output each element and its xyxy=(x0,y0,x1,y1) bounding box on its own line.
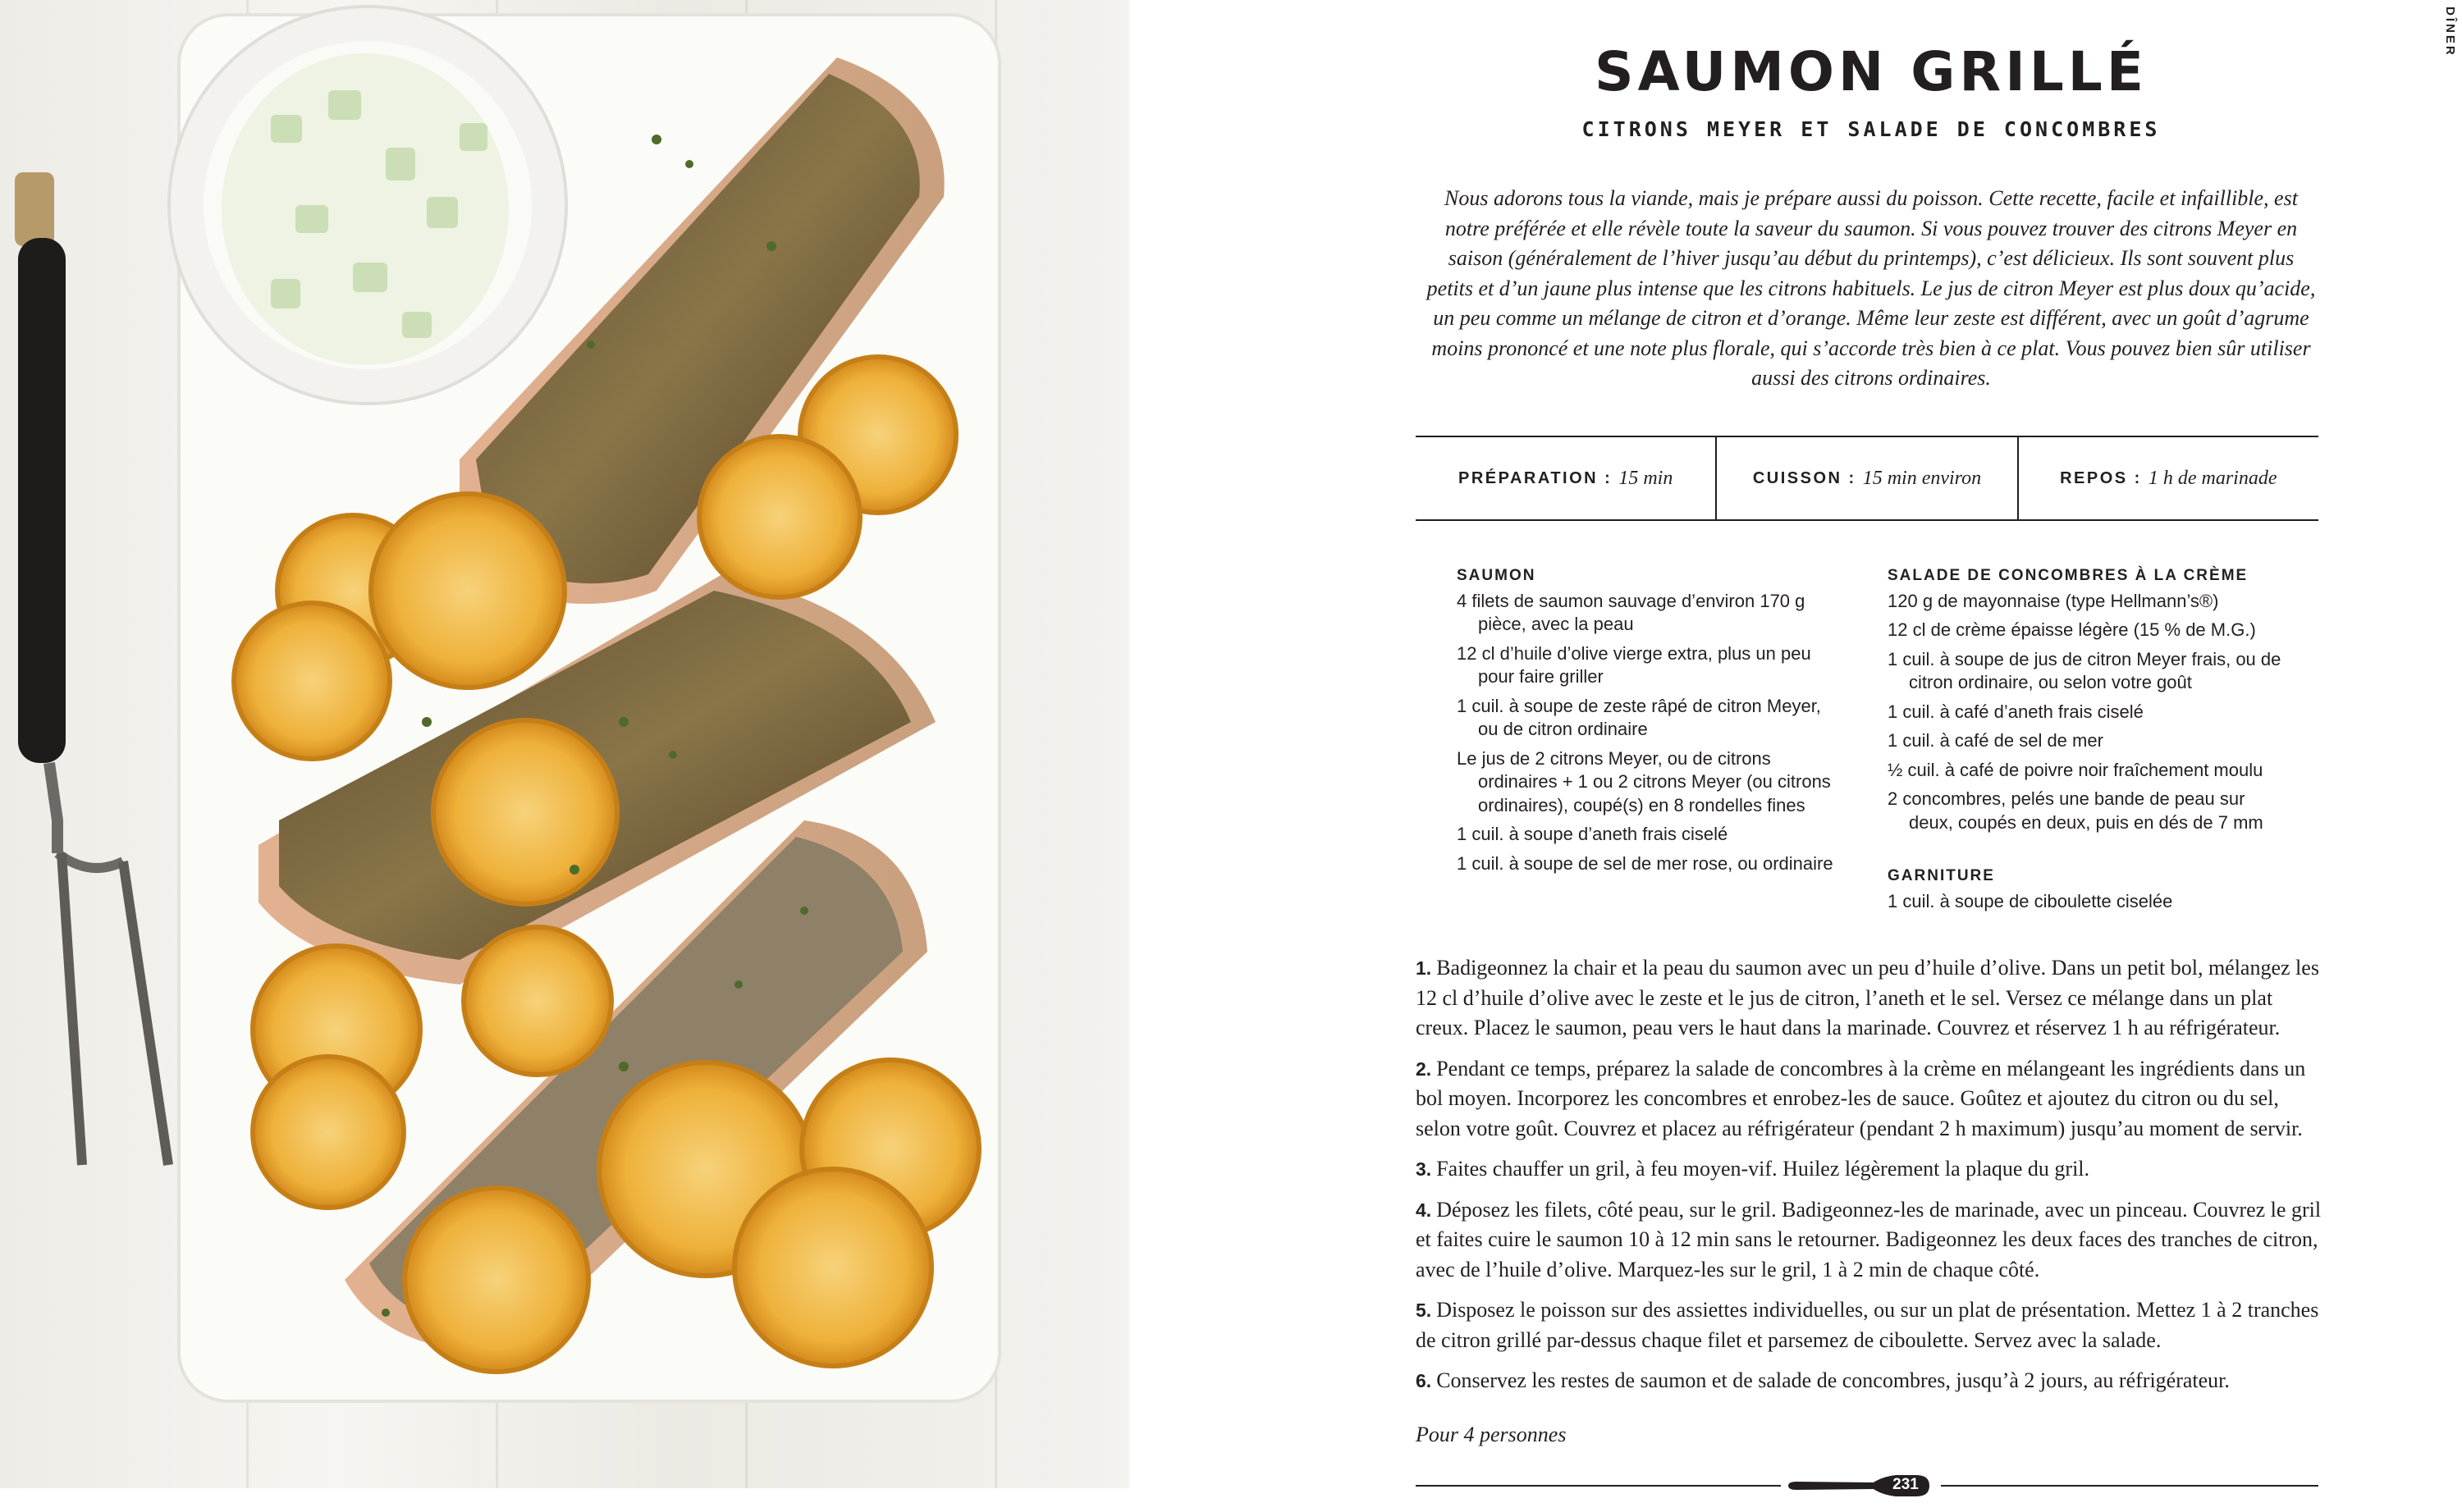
section-label: DÎNER xyxy=(2443,7,2457,57)
ingredient-item: 12 cl d’huile d’olive vierge extra, plus un peu pour faire griller xyxy=(1457,642,1811,687)
ingredients-salad xyxy=(1888,564,2294,919)
ingredient-item: 1 cuil. à soupe de jus de citron Meyer frais, ou de citron ordinaire, ou selon votre goût xyxy=(1888,648,2281,692)
ingredient-item: Le jus de 2 citrons Meyer, ou de citrons ordinaires + 1 ou 2 citrons Meyer (ou citrons ordinaires), coupé(s) en 8 rondelles fines xyxy=(1457,747,1831,815)
step-number: 6. xyxy=(1416,1370,1432,1391)
step-text: Badigeonnez la chair et la peau du saumon avec un peu d’huile d’olive. Dans un petit bol, mélangez les 12 cl d’huile d’olive avec le zeste et le jus de citron, l’aneth et le sel. Versez ce mélange dans un plat creux. Placez le saumon, peau vers le haut dans la marinade. Couvrez et réservez 1 h au réfrigérateur. xyxy=(1416,956,2319,1039)
step-6 xyxy=(1416,1366,2327,1396)
step-2 xyxy=(1416,1054,2327,1144)
recipe-yield: Pour 4 personnes xyxy=(1416,1423,1567,1446)
time-preparation-value: 15 min xyxy=(1618,467,1673,489)
time-preparation xyxy=(1416,437,1715,519)
ingredient-item: ½ cuil. à café de poivre noir fraîchement moulu xyxy=(1888,759,2263,780)
footer-rule-right xyxy=(1941,1485,2318,1487)
step-text: Pendant ce temps, préparez la salade de concombres à la crème en mélangeant les ingrédients dans un bol moyen. Incorporez les concombres et enrobez-les de sauce. Goûtez et ajoutez du citron ou du sel, selon votre goût. Couvrez et placez au réfrigérateur (pendant 2 h maximum) jusqu’au moment de servir. xyxy=(1416,1056,2306,1140)
ingredient-item: 1 cuil. à soupe de zeste râpé de citron Meyer, ou de citron ordinaire xyxy=(1457,695,1821,739)
ingredients-salmon xyxy=(1457,564,1842,881)
spacer xyxy=(1888,840,2294,865)
step-text: Disposez le poisson sur des assiettes individuelles, ou sur un plat de présentation. Mettez 1 à 2 tranches de citron grillé par-dessus chaque filet et parsemez de ciboulette. Servez avec la salade. xyxy=(1416,1298,2319,1352)
cucumber-salad-bowl xyxy=(169,7,566,404)
ingredients-garnish-list xyxy=(1888,890,2294,914)
carving-fork xyxy=(15,172,168,1165)
time-rest-label: REPOS : xyxy=(2060,468,2142,487)
ingredient-item: 1 cuil. à soupe de sel de mer rose, ou ordinaire xyxy=(1457,852,1833,874)
step-number: 1. xyxy=(1416,957,1432,979)
time-rest xyxy=(2017,437,2318,519)
step-3 xyxy=(1416,1154,2327,1185)
step-number: 2. xyxy=(1416,1057,1432,1080)
step-5 xyxy=(1416,1295,2327,1355)
time-cooking-value: 15 min environ xyxy=(1862,467,1982,489)
step-text: Déposez les filets, côté peau, sur le gril. Badigeonnez-les de marinade, avec un pinceau. Couvrez le gril et faites cuire le saumon 10 à 12 min sans le retourner. Badigeonnez les deux faces des tranches de citron, avec de l’huile d’olive. Marquez-les sur le gril, 1 à 2 min de chaque côté. xyxy=(1416,1197,2322,1281)
time-cooking-label: CUISSON : xyxy=(1752,468,1856,487)
page-number: 231 xyxy=(1892,1476,1919,1493)
time-preparation-label: PRÉPARATION : xyxy=(1458,468,1613,487)
footer-rule-left xyxy=(1416,1485,1781,1487)
ingredients-garnish-heading: GARNITURE xyxy=(1888,867,1995,884)
recipe-subtitle: CITRONS MEYER ET SALADE DE CONCOMBRES xyxy=(1581,117,2161,141)
ingredient-item: 1 cuil. à soupe d’aneth frais ciselé xyxy=(1457,824,1728,844)
method-steps xyxy=(1416,953,2327,1407)
time-table xyxy=(1416,436,2318,521)
ingredient-item: 120 g de mayonnaise (type Hellmann’s®) xyxy=(1888,590,2219,611)
ingredients-salad-list xyxy=(1888,590,2294,835)
ingredient-item: 4 filets de saumon sauvage d’environ 170 g pièce, avec la peau xyxy=(1457,590,1805,634)
step-number: 3. xyxy=(1416,1158,1432,1180)
ingredients-salmon-heading: SAUMON xyxy=(1457,567,1536,584)
time-rest-value: 1 h de marinade xyxy=(2148,467,2277,489)
ingredient-item: 12 cl de crème épaisse légère (15 % de M.G.) xyxy=(1888,619,2256,640)
step-1 xyxy=(1416,953,2327,1044)
step-number: 5. xyxy=(1416,1300,1432,1321)
step-4 xyxy=(1416,1195,2327,1286)
recipe-title: SAUMON GRILLÉ xyxy=(1595,40,2148,103)
step-text: Conservez les restes de saumon et de salade de concombres, jusqu’à 2 jours, au réfrigérateur. xyxy=(1436,1368,2230,1392)
time-cooking xyxy=(1715,437,2016,519)
recipe-intro: Nous adorons tous la viande, mais je prépare aussi du poisson. Cette recette, facile et infaillible, est notre préférée et elle révèle toute la saveur du saumon. Si vous pouvez trouver des citrons Meyer en saison (généralement de l’hiver jusqu’au début du printemps), c’est délicieux. Ils sont souvent plus petits et d’un jaune plus intense que les citrons habituels. Le jus de citron Meyer est plus doux qu’acide, un peu comme un mélange de citron et d’orange. Même leur zeste est différent, avec un goût d’agrume moins prononcé et une note plus florale, qui s’accorde très bien à ce plat. Vous pouvez bien sûr utiliser aussi des citrons ordinaires. xyxy=(1426,186,2316,390)
food-photo xyxy=(0,0,1128,1488)
ingredient-item: 1 cuil. à café d’aneth frais ciselé xyxy=(1888,701,2144,722)
grilled-salmon-illustration xyxy=(0,0,1128,1488)
ingredient-item: 2 concombres, pelés une bande de peau sur deux, coupés en deux, puis en dés de 7 mm xyxy=(1888,788,2263,833)
step-text: Faites chauffer un gril, à feu moyen-vif. Huilez légèrement la plaque du gril. xyxy=(1436,1157,2090,1181)
ingredients-salad-heading: SALADE DE CONCOMBRES À LA CRÈME xyxy=(1888,567,2249,584)
ingredients-salmon-list xyxy=(1457,590,1842,876)
ingredient-item: 1 cuil. à café de sel de mer xyxy=(1888,730,2103,751)
ingredient-item: 1 cuil. à soupe de ciboulette ciselée xyxy=(1888,890,2173,911)
photo-edge xyxy=(1128,0,1129,1488)
step-number: 4. xyxy=(1416,1199,1432,1221)
